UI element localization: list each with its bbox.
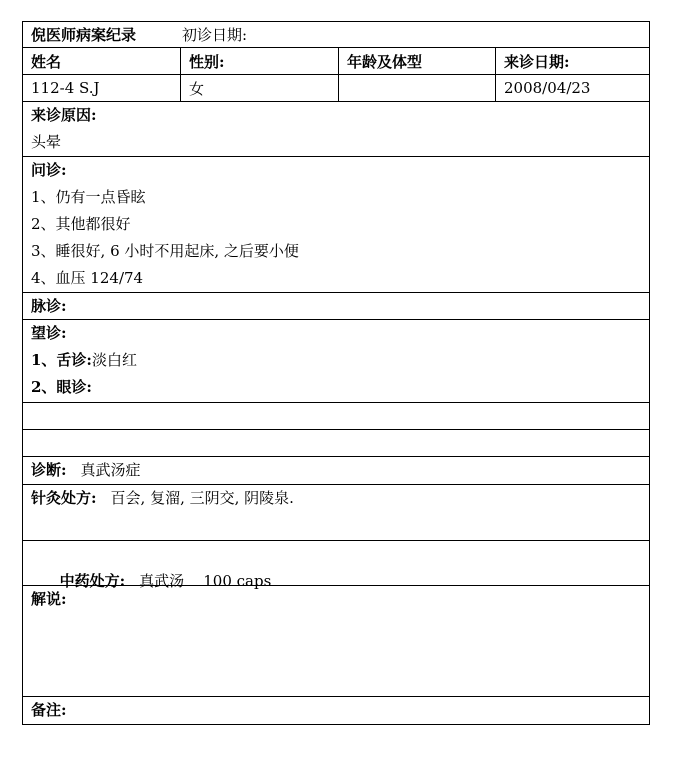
age-build-value bbox=[339, 75, 496, 101]
reason-text: 头晕 bbox=[31, 133, 62, 151]
diagnosis-section bbox=[23, 457, 649, 485]
sex-label: 性别: bbox=[181, 48, 339, 74]
inquiry-item: 2、其他都很好 bbox=[31, 215, 131, 233]
herbal-section bbox=[23, 541, 649, 590]
diagnosis-label: 诊断: bbox=[31, 461, 67, 479]
tongue-value: 淡白红 bbox=[91, 351, 137, 369]
inspection-label: 望诊: bbox=[31, 324, 67, 342]
eye-label: 2、眼诊: bbox=[31, 378, 92, 396]
visit-date-value: 2008/04/23 bbox=[504, 79, 591, 97]
acupuncture-label: 针灸处方: bbox=[31, 489, 97, 507]
acupuncture-value: 百会, 复溜, 三阴交, 阴陵泉. bbox=[110, 489, 294, 507]
form-title: 倪医师病案纪录 bbox=[31, 26, 137, 44]
sex-value: 女 bbox=[181, 75, 339, 101]
age-build-label: 年龄及体型 bbox=[339, 48, 496, 74]
blank-row bbox=[23, 430, 649, 457]
acupuncture-section bbox=[23, 485, 649, 541]
notes-label: 备注: bbox=[31, 701, 67, 719]
herbal-value: 真武汤 100 caps bbox=[139, 572, 272, 590]
header-row bbox=[23, 22, 649, 48]
tongue-label: 1、舌诊: bbox=[31, 351, 92, 369]
inquiry-item: 3、睡很好, 6 小时不用起床, 之后要小便 bbox=[31, 242, 299, 260]
info-header-row bbox=[23, 48, 649, 75]
notes-section bbox=[23, 697, 649, 724]
medical-record-form bbox=[22, 21, 650, 725]
visit-date-label: 来诊日期: bbox=[504, 52, 570, 71]
name-label: 姓名 bbox=[23, 48, 181, 74]
first-visit-date-label: 初诊日期: bbox=[182, 26, 248, 44]
inquiry-section bbox=[23, 157, 649, 293]
reason-label: 来诊原因: bbox=[31, 106, 97, 124]
explanation-label: 解说: bbox=[31, 590, 67, 608]
reason-section bbox=[23, 102, 649, 157]
blank-row bbox=[23, 403, 649, 430]
diagnosis-value: 真武汤症 bbox=[80, 461, 141, 479]
pulse-section bbox=[23, 293, 649, 320]
inspection-section bbox=[23, 320, 649, 403]
name-value: 112-4 S.J bbox=[23, 75, 181, 101]
inquiry-item: 4、血压 124/74 bbox=[31, 269, 144, 287]
info-value-row bbox=[23, 75, 649, 102]
herbal-label: 中药处方: bbox=[59, 572, 126, 590]
explanation-section bbox=[23, 586, 649, 697]
inquiry-label: 问诊: bbox=[31, 161, 67, 179]
inquiry-item: 1、仍有一点昏眩 bbox=[31, 188, 146, 206]
pulse-label: 脉诊: bbox=[31, 297, 67, 315]
